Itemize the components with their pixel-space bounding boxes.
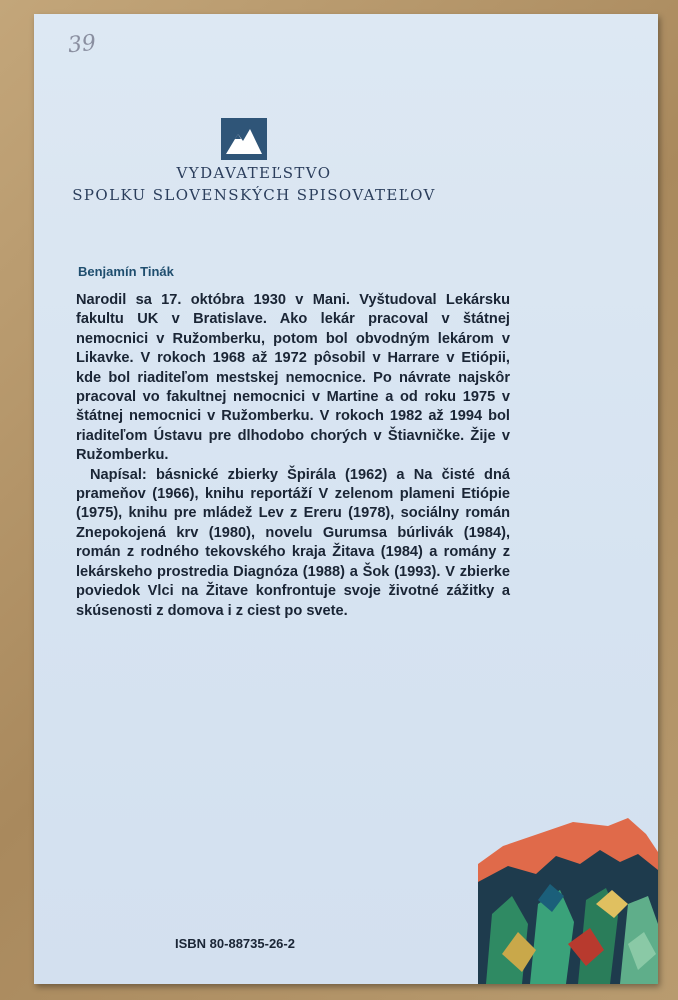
bio-paragraph-1: Narodil sa 17. októbra 1930 v Mani. Vyštudoval Lekársku fakultu UK v Bratislave. Ako lekár pracoval v štátnej nemocnici v Ružomberku, potom bol obvodným lekárom v Likavke. V rokoch 1968 až 1972 pôsobil v Harrare v Etiópii, kde bol riaditeľom mestskej nemocnice. Po návrate najskôr pracoval vo fakultnej nemocnici v Martine a od roku 1975 v štátnej nemocnici v Ružomberku. V rokoch 1982 až 1994 bol riaditeľom Ústavu pre dlhodobo chorých v Štiavničke. Žije v Ružomberku.	[76, 292, 510, 464]
cover-painting-fragment	[478, 804, 658, 984]
publisher-line-1: VYDAVATEĽSTVO	[176, 164, 332, 182]
isbn-number: ISBN 80-88735-26-2	[175, 936, 295, 951]
bio-paragraph-2: Napísal: básnické zbierky Špirála (1962) a Na čisté dná prameňov (1966), knihu reportáží V zelenom plameni Etiópie (1975), knihu pre mládež Lev z Ereru (1978), sociálny román Znepokojená krv (1980), novelu Gurumsa búrlivák (1984), román z rodného tekovského kraja Žitava (1984) a romány z lekárskeho prostredia Diagnóza (1988) a Šok (1993). V zbierke poviedok Vlci na Žitave konfrontuje svoje životné zážitky a skúsenosti z domova i z ciest po svete.	[76, 466, 510, 619]
handwritten-page-number: 39	[66, 30, 98, 59]
publisher-name	[34, 162, 474, 206]
publisher-line-2: SPOLKU SLOVENSKÝCH SPISOVATEĽOV	[72, 186, 436, 204]
author-name: Benjamín Tinák	[78, 264, 174, 279]
mountain-logo-icon	[221, 118, 267, 160]
book-back-cover	[34, 14, 658, 984]
author-biography	[76, 291, 510, 621]
